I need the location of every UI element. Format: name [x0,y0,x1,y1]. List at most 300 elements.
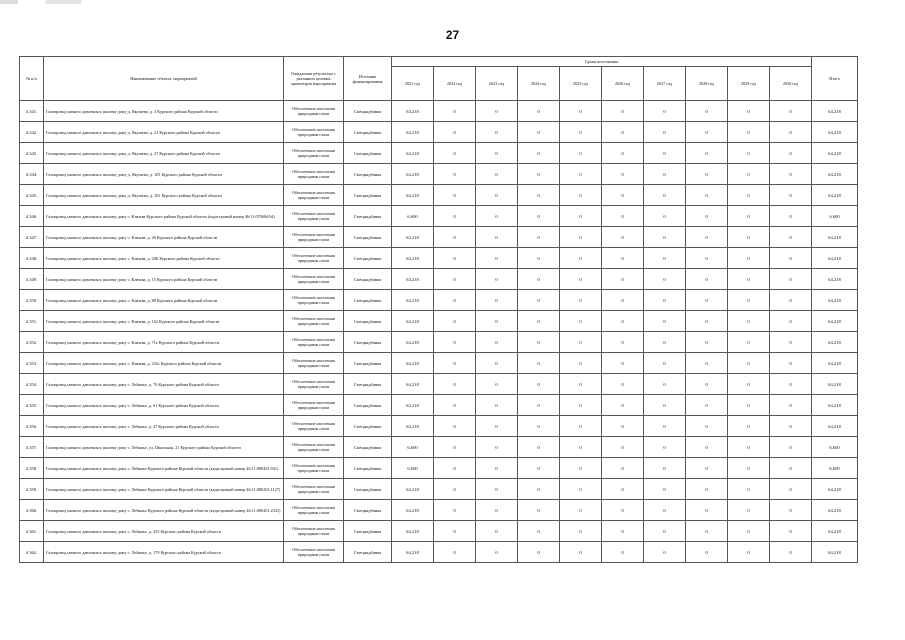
header-num: № п/п [20,57,44,101]
row-number: 4.356. [20,416,44,437]
year-value: 0 [434,185,476,206]
expected-result: Обеспечение населения природным газом [284,143,344,164]
year-value: 64,218 [392,311,434,332]
year-value: 0 [602,353,644,374]
expected-result: Обеспечение населения природным газом [284,353,344,374]
funding-source: Спецнадбавка [344,500,392,521]
row-number: 4.345. [20,185,44,206]
year-value: 0 [434,395,476,416]
year-value: 0 [728,164,770,185]
year-value: 0 [476,164,518,185]
object-name: Газопровод низкого давления к жилому дому с. Клюква, д. 46 Курского района Курской области [44,227,284,248]
year-value: 0 [686,227,728,248]
expected-result: Обеспечение населения природным газом [284,248,344,269]
expected-result: Обеспечение населения природным газом [284,101,344,122]
expected-result: Обеспечение населения природным газом [284,374,344,395]
year-value: 0 [686,542,728,563]
object-name: Газопровод низкого давления к жилому дому д. Якушево, д. 4 Курского района Курской области [44,101,284,122]
row-number: 4.342. [20,122,44,143]
expected-result: Обеспечение населения природным газом [284,269,344,290]
funding-source: Спецнадбавка [344,290,392,311]
year-value: 0 [560,353,602,374]
table-row [20,458,858,479]
year-value: 0 [518,206,560,227]
year-value: 64,218 [392,164,434,185]
expected-result: Обеспечение населения природным газом [284,395,344,416]
table-row [20,374,858,395]
table-row [20,269,858,290]
year-value: 0 [602,269,644,290]
year-value: 0 [602,416,644,437]
year-value: 0 [644,290,686,311]
year-value: 0 [728,185,770,206]
year-value: 0 [728,542,770,563]
row-total: 64,218 [812,185,858,206]
year-value: 0 [560,269,602,290]
year-value: 0 [644,395,686,416]
year-value: 0 [560,206,602,227]
year-value: 0 [644,185,686,206]
year-value: 0 [560,185,602,206]
year-value: 64,218 [392,353,434,374]
year-value: 0 [644,353,686,374]
row-total: 64,218 [812,143,858,164]
year-value: 0 [518,437,560,458]
year-value: 64,218 [392,332,434,353]
row-number: 4.341. [20,101,44,122]
object-name: Газопровод низкого давления к жилому дому с. Клюква, д. 162 Курского района Курской области [44,311,284,332]
year-value: 0 [770,500,812,521]
year-value: 0 [434,416,476,437]
year-value: 0 [434,164,476,185]
year-value: 0 [602,521,644,542]
year-value: 0 [686,332,728,353]
expected-result: Обеспечение населения природным газом [284,206,344,227]
expected-result: Обеспечение населения природным газом [284,164,344,185]
year-value: 0 [602,500,644,521]
table-row [20,101,858,122]
table-row [20,311,858,332]
funding-source: Спецнадбавка [344,332,392,353]
year-value: 0 [728,458,770,479]
year-value: 0 [434,353,476,374]
year-value: 0 [602,206,644,227]
year-value: 0 [434,521,476,542]
expected-result: Обеспечение населения природным газом [284,458,344,479]
year-value: 0 [644,248,686,269]
year-value: 64,218 [392,500,434,521]
year-value: 0 [434,542,476,563]
year-value: 0 [518,185,560,206]
expected-result: Обеспечение населения природным газом [284,122,344,143]
header-year: 2025 год [560,67,602,101]
year-value: 0 [686,269,728,290]
header-year: 2030 год [770,67,812,101]
year-value: 0 [602,290,644,311]
year-value: 0 [476,311,518,332]
table-row [20,185,858,206]
year-value: 0 [434,248,476,269]
year-value: 0 [434,500,476,521]
year-value: 0 [434,290,476,311]
year-value: 0 [728,332,770,353]
table-row [20,290,858,311]
header-year: 2026 год [602,67,644,101]
year-value: 0 [560,311,602,332]
year-value: 0 [686,521,728,542]
expected-result: Обеспечение населения природным газом [284,311,344,332]
year-value: 0 [560,395,602,416]
year-value: 0 [434,101,476,122]
year-value: 0 [728,395,770,416]
year-value: 0 [518,122,560,143]
year-value: 0 [644,164,686,185]
year-value: 64,218 [392,290,434,311]
year-value: 0 [560,437,602,458]
row-total: 64,218 [812,269,858,290]
year-value: 0 [644,206,686,227]
year-value: 64,218 [392,122,434,143]
year-value: 0 [644,500,686,521]
funding-source: Спецнадбавка [344,479,392,500]
year-value: 0 [770,332,812,353]
year-value: 0 [770,185,812,206]
expected-result: Обеспечение населения природным газом [284,290,344,311]
year-value: 0 [644,437,686,458]
year-value: 0 [728,437,770,458]
year-value: 0 [518,479,560,500]
year-value: 0 [686,143,728,164]
year-value: 0 [476,500,518,521]
expected-result: Обеспечение населения природным газом [284,542,344,563]
row-total: 64,218 [812,521,858,542]
row-number: 4.355. [20,395,44,416]
funding-source: Спецнадбавка [344,458,392,479]
row-number: 4.351. [20,311,44,332]
year-value: 64,218 [392,101,434,122]
year-value: 0 [770,164,812,185]
object-name: Газопровод низкого давления к жилому дому с. Клюква, д. 20Б Курского района Курской области [44,248,284,269]
year-value: 0 [560,500,602,521]
year-value: 0 [728,269,770,290]
year-value: 0 [602,143,644,164]
year-value: 0 [518,374,560,395]
year-value: 0 [770,374,812,395]
header-total: Итого [812,57,858,101]
object-name: Газопровод низкого давления к жилому дому с. Клюква, д. 232с Курского района Курской области [44,353,284,374]
expected-result: Обеспечение населения природным газом [284,332,344,353]
year-value: 0 [476,458,518,479]
year-value: 0 [434,206,476,227]
year-value: 0 [686,416,728,437]
year-value: 0 [434,479,476,500]
header-period: Сроки исполнения [392,57,812,67]
year-value: 0 [770,479,812,500]
year-value: 0 [602,311,644,332]
row-total: 6,600 [812,458,858,479]
year-value: 0 [644,458,686,479]
year-value: 0 [602,374,644,395]
table-row [20,206,858,227]
year-value: 0 [434,227,476,248]
year-value: 0 [434,437,476,458]
year-value: 0 [476,227,518,248]
year-value: 64,218 [392,248,434,269]
year-value: 0 [728,416,770,437]
table-row [20,500,858,521]
year-value: 0 [644,416,686,437]
year-value: 0 [686,500,728,521]
row-number: 4.346. [20,206,44,227]
year-value: 64,218 [392,185,434,206]
table-row [20,416,858,437]
funding-source: Спецнадбавка [344,311,392,332]
year-value: 0 [476,122,518,143]
year-value: 0 [728,500,770,521]
header-year: 2023 год [476,67,518,101]
row-total: 64,218 [812,122,858,143]
year-value: 0 [476,290,518,311]
table-row [20,248,858,269]
year-value: 0 [518,332,560,353]
year-value: 0 [686,437,728,458]
year-value: 0 [686,395,728,416]
funding-source: Спецнадбавка [344,101,392,122]
object-name: Газопровод низкого давления к жилому дому д. Якушево, д. 27 Курского района Курской области [44,143,284,164]
year-value: 0 [602,479,644,500]
year-value: 0 [434,269,476,290]
year-value: 0 [770,290,812,311]
table-row [20,353,858,374]
year-value: 0 [518,164,560,185]
year-value: 0 [770,416,812,437]
table-body [20,101,858,563]
year-value: 0 [476,269,518,290]
object-name: Газопровод низкого давления к жилому дому с. Лебяжье, ул. Школьная, 21 Курского района Курской области [44,437,284,458]
expected-result: Обеспечение населения природным газом [284,479,344,500]
year-value: 0 [770,248,812,269]
object-name: Газопровод низкого давления к жилому дому с. Лебяжье, д. 76 Курского района Курской области [44,374,284,395]
year-value: 0 [560,332,602,353]
year-value: 0 [728,311,770,332]
row-number: 4.350. [20,290,44,311]
program-table-container [19,56,857,563]
year-value: 0 [602,437,644,458]
header-year: 2022 год [434,67,476,101]
year-value: 0 [770,311,812,332]
object-name: Газопровод низкого давления к жилому дому с. Лебяжье Курского района Курской области (кадастровый номер 46:11:080201:2341) [44,500,284,521]
funding-source: Спецнадбавка [344,416,392,437]
year-value: 0 [560,542,602,563]
funding-source: Спецнадбавка [344,395,392,416]
year-value: 0 [476,206,518,227]
year-value: 0 [560,143,602,164]
year-value: 0 [518,521,560,542]
funding-source: Спецнадбавка [344,521,392,542]
row-total: 64,218 [812,479,858,500]
year-value: 0 [770,269,812,290]
object-name: Газопровод низкого давления к жилому дому д. Якушево, д. 21 Курского района Курской области [44,122,284,143]
year-value: 0 [644,269,686,290]
year-value: 0 [728,101,770,122]
object-name: Газопровод низкого давления к жилому дому д. Якушево, д. 105 Курского района Курской области [44,164,284,185]
funding-source: Спецнадбавка [344,122,392,143]
header-year: 2028 год [686,67,728,101]
year-value: 0 [770,353,812,374]
year-value: 0 [434,122,476,143]
row-number: 4.362. [20,542,44,563]
year-value: 6,600 [392,206,434,227]
year-value: 0 [770,521,812,542]
row-total: 64,218 [812,227,858,248]
expected-result: Обеспечение населения природным газом [284,227,344,248]
row-number: 4.359. [20,479,44,500]
year-value: 0 [560,521,602,542]
row-number: 4.357. [20,437,44,458]
year-value: 0 [644,101,686,122]
row-total: 64,218 [812,500,858,521]
year-value: 0 [434,332,476,353]
year-value: 64,218 [392,269,434,290]
funding-source: Спецнадбавка [344,227,392,248]
year-value: 0 [476,353,518,374]
funding-source: Спецнадбавка [344,437,392,458]
row-total: 64,218 [812,332,858,353]
year-value: 0 [686,479,728,500]
year-value: 0 [686,101,728,122]
header-year: 2029 год [728,67,770,101]
row-number: 4.344. [20,164,44,185]
object-name: Газопровод низкого давления к жилому дому с. Лебяжье Курского района Курской области (кадастровый номер 46:11:080201:1127) [44,479,284,500]
row-number: 4.349. [20,269,44,290]
expected-result: Обеспечение населения природным газом [284,185,344,206]
year-value: 64,218 [392,227,434,248]
year-value: 6,600 [392,458,434,479]
year-value: 0 [686,290,728,311]
year-value: 0 [644,311,686,332]
funding-source: Спецнадбавка [344,542,392,563]
year-value: 0 [602,101,644,122]
row-total: 6,600 [812,206,858,227]
year-value: 0 [518,353,560,374]
row-total: 64,218 [812,290,858,311]
year-value: 0 [476,521,518,542]
year-value: 0 [476,332,518,353]
year-value: 0 [560,374,602,395]
year-value: 0 [770,101,812,122]
row-total: 64,218 [812,101,858,122]
row-number: 4.353. [20,353,44,374]
object-name: Газопровод низкого давления к жилому дому д. Якушево, д. 101 Курского района Курской области [44,185,284,206]
year-value: 0 [476,479,518,500]
object-name: Газопровод низкого давления к жилому дому с. Лебяжье, д. 61 Курского района Курской области [44,395,284,416]
year-value: 0 [644,542,686,563]
year-value: 64,218 [392,479,434,500]
year-value: 0 [602,164,644,185]
year-value: 6,600 [392,437,434,458]
year-value: 0 [644,227,686,248]
header-source: Источник финансирования [344,57,392,101]
year-value: 0 [476,101,518,122]
year-value: 0 [728,521,770,542]
funding-source: Спецнадбавка [344,269,392,290]
year-value: 0 [518,395,560,416]
object-name: Газопровод низкого давления к жилому дому с. Лебяжье Курского района Курской области (кадастровый номер 46:11:080201:941) [44,458,284,479]
table-row [20,143,858,164]
year-value: 0 [644,122,686,143]
row-total: 64,218 [812,311,858,332]
year-value: 0 [476,374,518,395]
year-value: 64,218 [392,416,434,437]
year-value: 0 [644,332,686,353]
year-value: 0 [686,248,728,269]
year-value: 0 [728,479,770,500]
year-value: 0 [434,374,476,395]
table-row [20,227,858,248]
year-value: 0 [518,542,560,563]
funding-source: Спецнадбавка [344,206,392,227]
year-value: 0 [644,374,686,395]
year-value: 0 [476,143,518,164]
row-number: 4.343. [20,143,44,164]
year-value: 0 [518,101,560,122]
year-value: 0 [476,416,518,437]
year-value: 0 [644,479,686,500]
year-value: 0 [560,227,602,248]
year-value: 0 [476,185,518,206]
row-number: 4.354. [20,374,44,395]
year-value: 0 [560,101,602,122]
year-value: 0 [728,143,770,164]
year-value: 0 [560,416,602,437]
year-value: 64,218 [392,542,434,563]
expected-result: Обеспечение населения природным газом [284,437,344,458]
year-value: 0 [728,248,770,269]
object-name: Газопровод низкого давления к жилому дому с. Клюква, д. 71е Курского района Курской области [44,332,284,353]
row-number: 4.361. [20,521,44,542]
year-value: 0 [518,290,560,311]
object-name: Газопровод низкого давления к жилому дому с. Лебяжье, д. 179 Курского района Курской области [44,542,284,563]
year-value: 0 [518,311,560,332]
row-total: 64,218 [812,353,858,374]
table-row [20,521,858,542]
year-value: 0 [770,227,812,248]
row-number: 4.347. [20,227,44,248]
object-name: Газопровод низкого давления к жилому дому с. Клюква, д. 88 Курского района Курской области [44,290,284,311]
year-value: 0 [770,122,812,143]
year-value: 0 [686,164,728,185]
year-value: 0 [476,395,518,416]
row-number: 4.348. [20,248,44,269]
funding-source: Спецнадбавка [344,374,392,395]
year-value: 0 [770,395,812,416]
funding-source: Спецнадбавка [344,185,392,206]
year-value: 64,218 [392,521,434,542]
year-value: 0 [686,458,728,479]
year-value: 0 [434,458,476,479]
year-value: 0 [728,206,770,227]
year-value: 0 [560,164,602,185]
row-total: 64,218 [812,164,858,185]
row-total: 64,218 [812,374,858,395]
year-value: 0 [476,248,518,269]
table-row [20,332,858,353]
header-row-top [20,57,858,67]
year-value: 0 [770,542,812,563]
row-total: 64,218 [812,395,858,416]
year-value: 0 [518,500,560,521]
year-value: 0 [770,458,812,479]
